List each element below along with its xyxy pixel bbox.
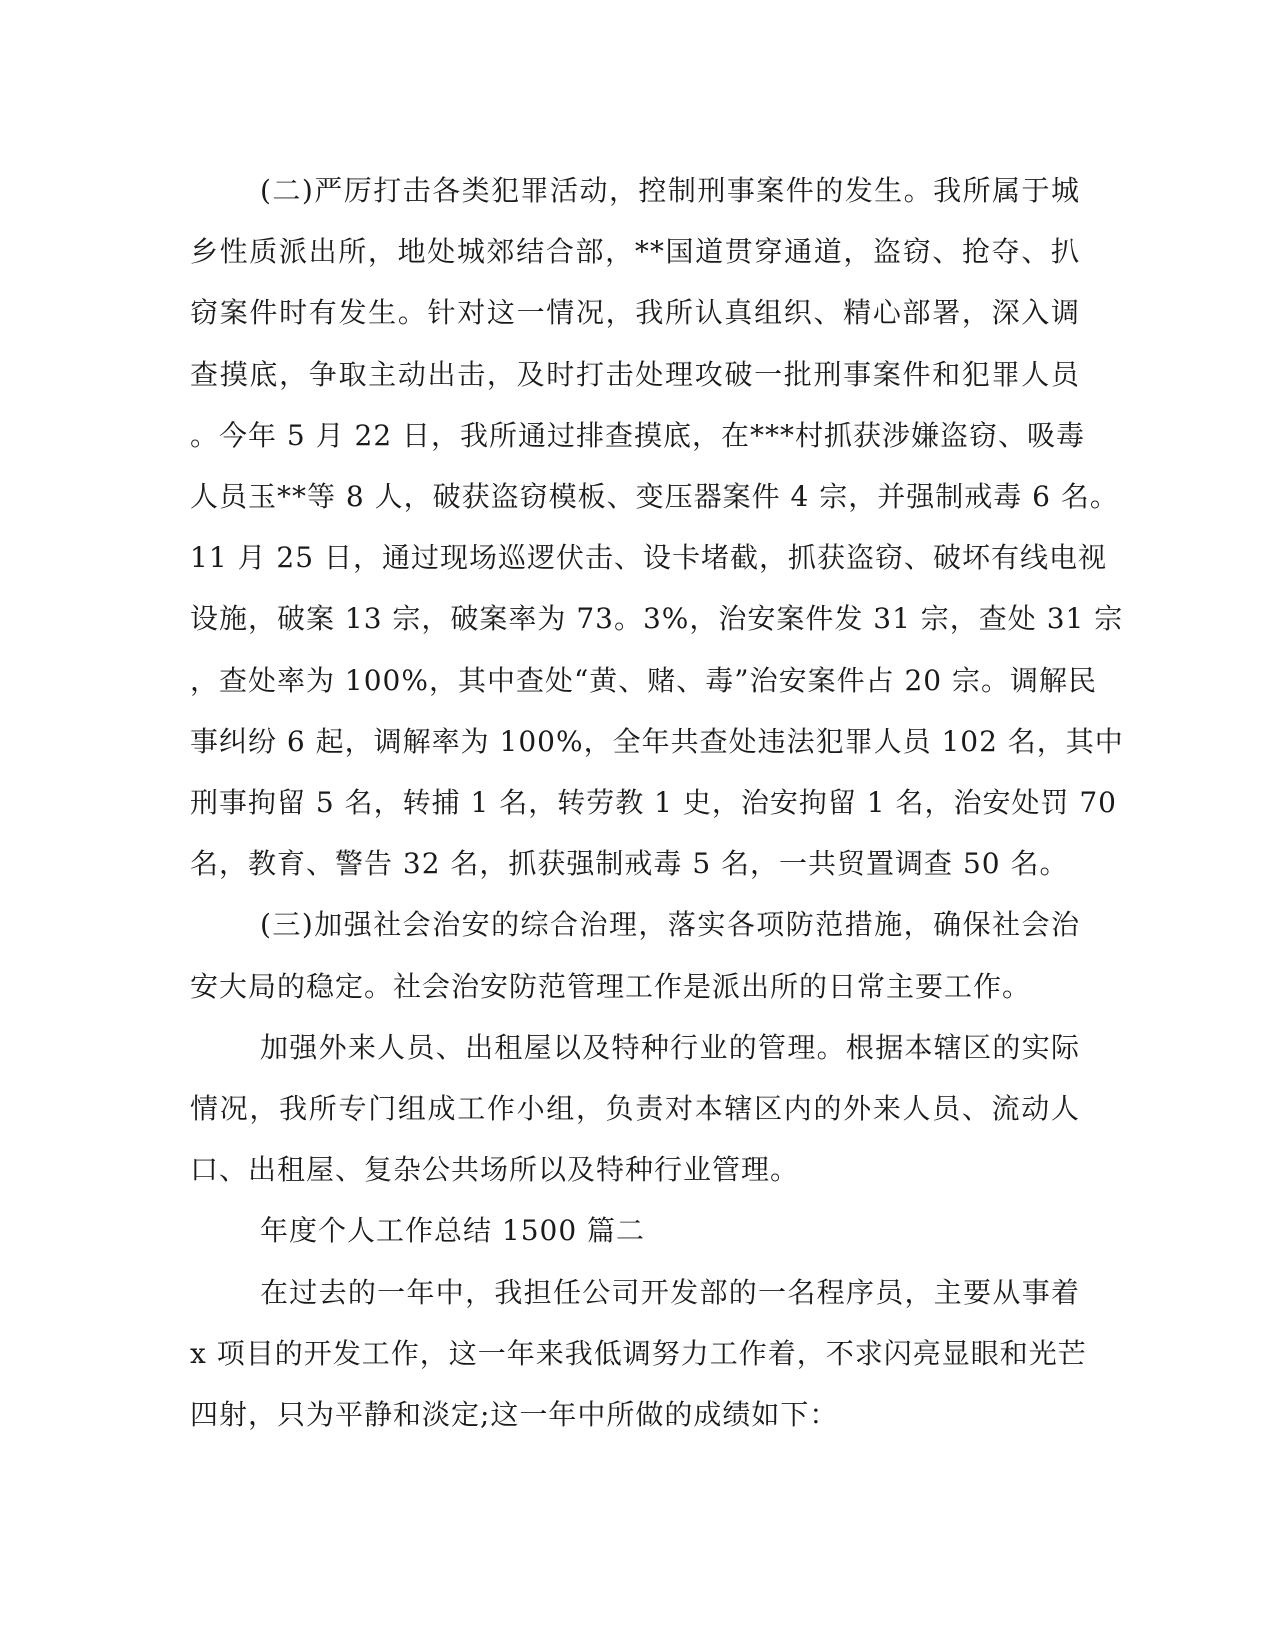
text-line: ，查处率为 100%，其中查处“黄、赌、毒”治安案件占 20 宗。调解民 [190, 663, 1098, 697]
heading-text: 年度个人工作总结 1500 篇二 [260, 1214, 646, 1248]
document-body [190, 160, 1124, 1445]
text-line: 设施，破案 13 宗，破案率为 73。3%，治安案件发 31 宗，查处 31 宗 [190, 602, 1124, 636]
text-line: x 项目的开发工作，这一年来我低调努力工作着，不求闪亮显眼和光芒 [190, 1336, 1087, 1370]
text-line: 窃案件时有发生。针对这一情况，我所认真组织、精心部署，深入调 [190, 296, 1080, 330]
text-line: 11 月 25 日，通过现场巡逻伏击、设卡堵截，抓获盗窃、破坏有线电视 [190, 541, 1107, 575]
paragraph-public-security [190, 894, 1080, 1016]
text-line: 事纠纷 6 起，调解率为 100%，全年共查处违法犯罪人员 102 名，其中 [190, 724, 1124, 758]
text-line: 情况，我所专门组成工作小组，负责对本辖区内的外来人员、流动人 [190, 1092, 1080, 1126]
text-line: 查摸底，争取主动出击，及时打击处理攻破一批刑事案件和犯罪人员 [190, 357, 1080, 391]
text-line: 。今年 5 月 22 日，我所通过排查摸底，在***村抓获涉嫌盗窃、吸毒 [190, 418, 1086, 452]
text-line: 口、出租屋、复杂公共场所以及特种行业管理。 [190, 1153, 800, 1187]
section-heading [190, 1200, 1080, 1261]
text-line: (三)加强社会治安的综合治理，落实各项防范措施，确保社会治 [260, 908, 1080, 942]
text-line: 加强外来人员、出租屋以及特种行业的管理。根据本辖区的实际 [260, 1030, 1080, 1064]
text-line: 刑事拘留 5 名，转捕 1 名，转劳教 1 史，治安拘留 1 名，治安处罚 70 [190, 786, 1117, 820]
text-line: 四射，只为平静和淡定;这一年中所做的成绩如下： [190, 1398, 839, 1432]
text-line: 在过去的一年中，我担任公司开发部的一名程序员，主要从事着 [260, 1275, 1080, 1309]
text-line: 乡性质派出所，地处城郊结合部，**国道贯穿通道，盗窃、抢夺、扒 [190, 235, 1080, 269]
text-line: (二)严厉打击各类犯罪活动，控制刑事案件的发生。我所属于城 [260, 174, 1080, 207]
paragraph-programmer-summary [190, 1262, 1087, 1446]
paragraph-migrant-management [190, 1017, 1080, 1201]
text-line: 人员玉**等 8 人，破获盗窃模板、变压器案件 4 宗，并强制戒毒 6 名。 [190, 480, 1119, 514]
paragraph-crime-crackdown [190, 160, 1124, 894]
text-line: 名，教育、警告 32 名，抓获强制戒毒 5 名，一共贸置调查 50 名。 [190, 847, 1069, 881]
text-line: 安大局的稳定。社会治安防范管理工作是派出所的日常主要工作。 [190, 969, 1032, 1003]
